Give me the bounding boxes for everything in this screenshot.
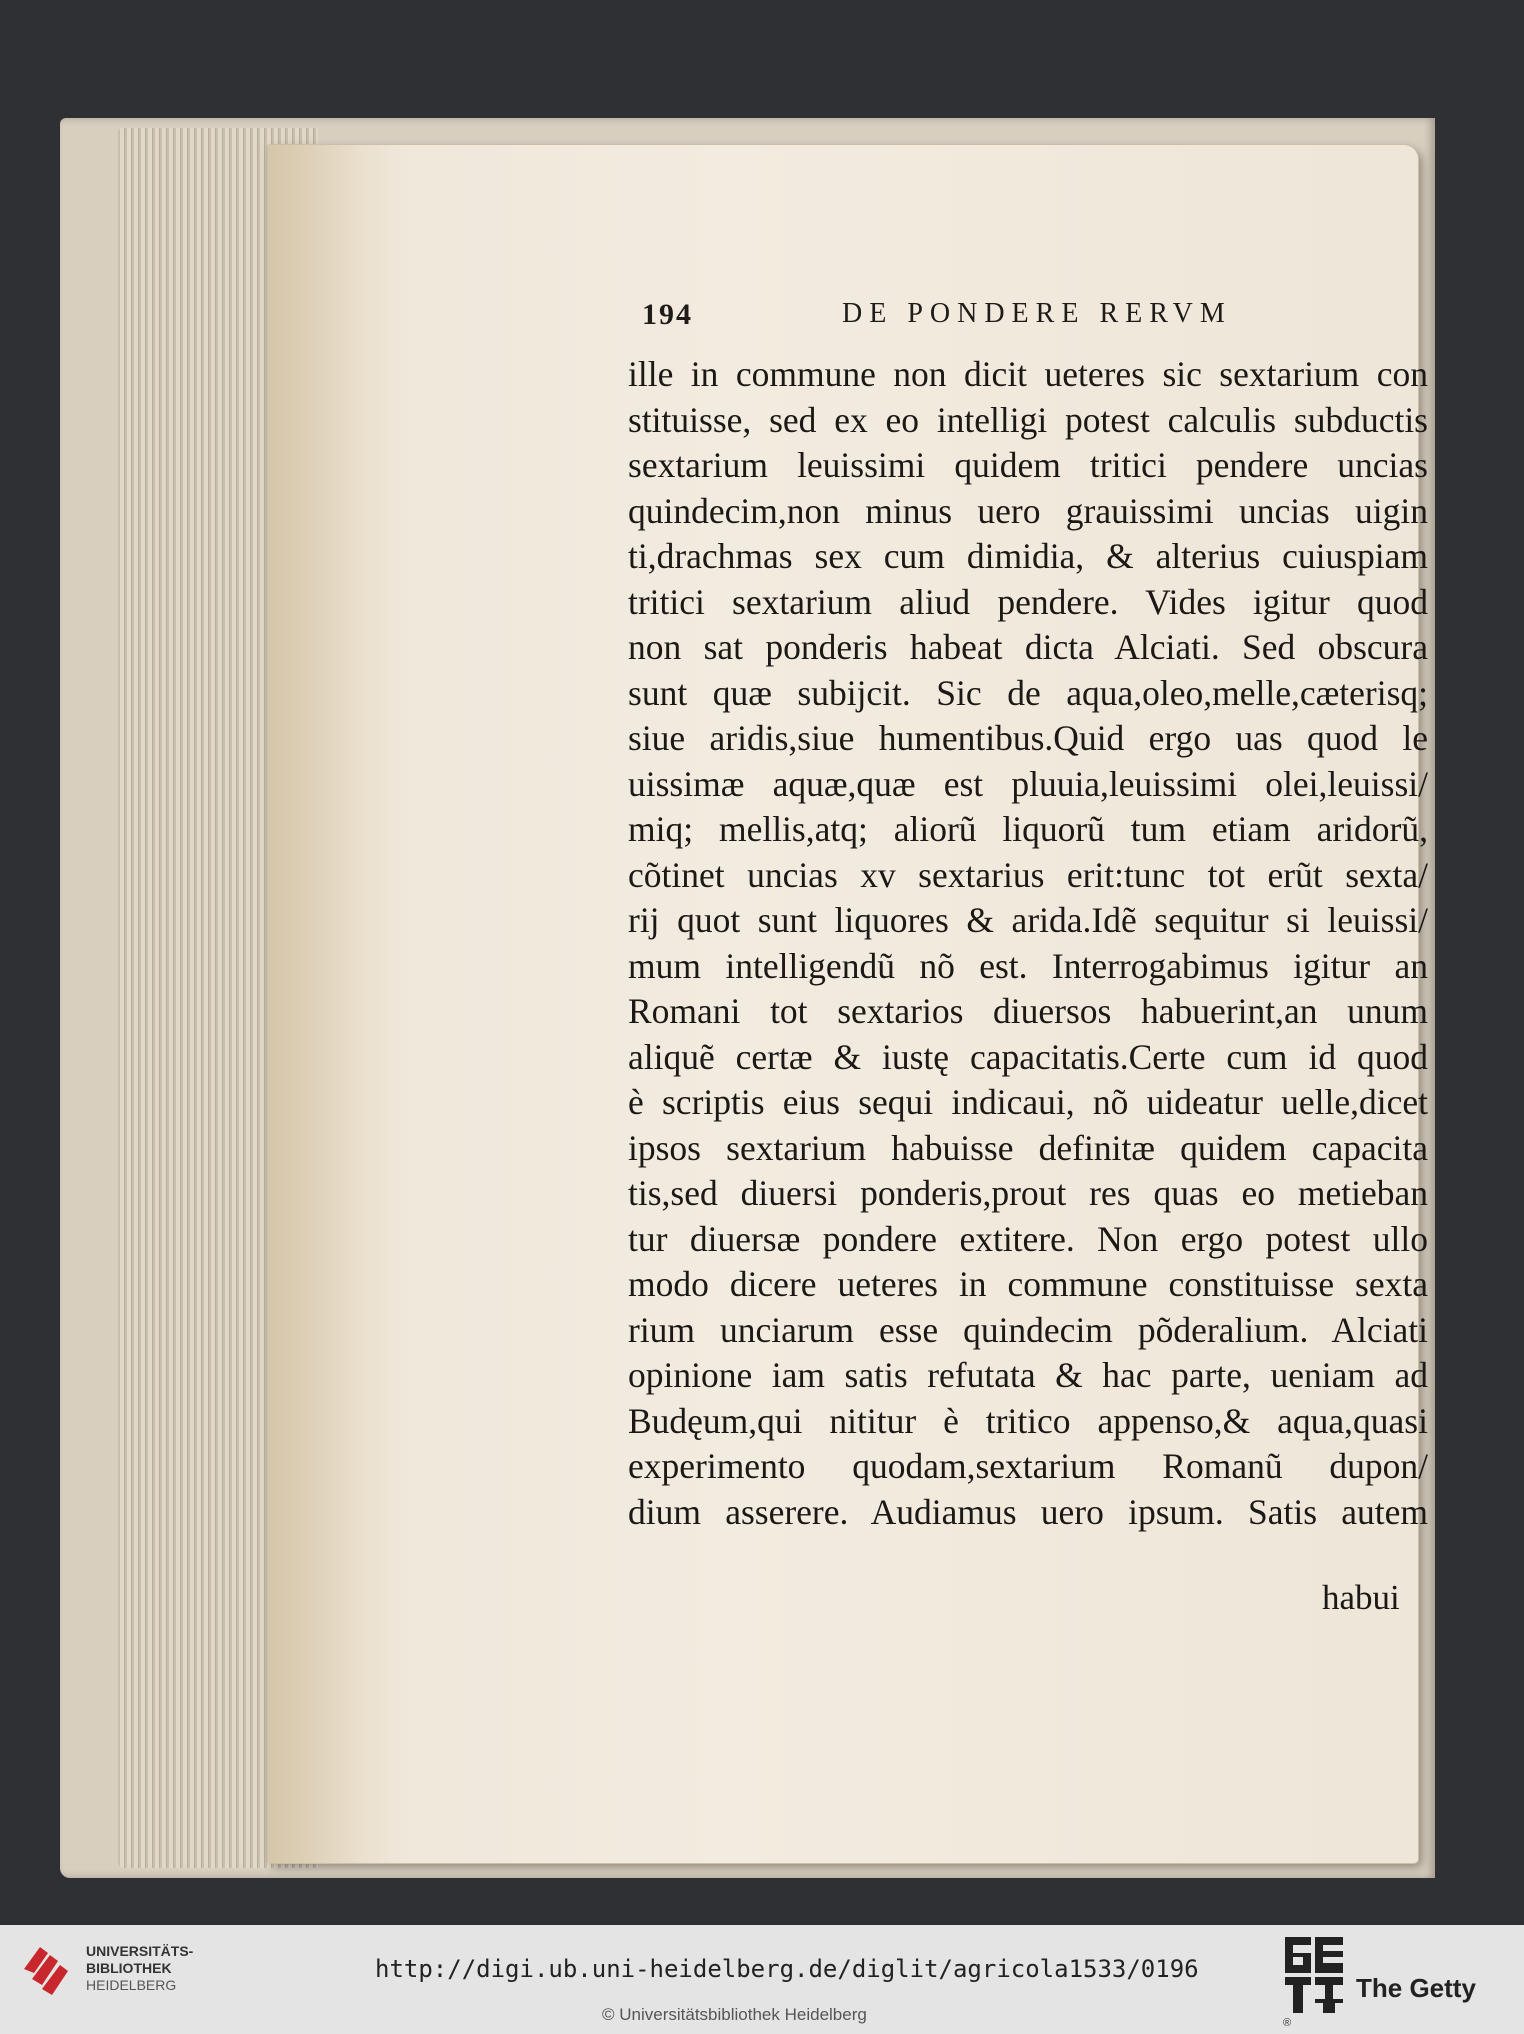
text-line: miq; mellis,atq; aliorũ liquorũ tum etiam aridorũ, [628, 809, 1428, 849]
text-line: è scriptis eius sequi indicaui, nõ uideatur uelle,dicet [628, 1082, 1428, 1122]
text-line: aliquẽ certæ & iustę capacitatis.Certe cum id quod [628, 1036, 1428, 1077]
university-name-line: HEIDELBERG [86, 1977, 177, 1993]
text-line: siue aridis,siue humentibus.Quid ergo uas quod le [628, 718, 1428, 758]
text-block [628, 352, 1428, 1535]
text-line: non sat ponderis habeat dicta Alciati. Sed obscura [628, 627, 1428, 667]
text-line: tritici sextarium aliud pendere. Vides igitur quod [628, 581, 1428, 622]
page-heading: DE PONDERE RERVM [842, 298, 1232, 329]
university-name [86, 1943, 193, 1994]
text-line: experimento quodam,sextarium Romanũ dupon/ [628, 1446, 1428, 1486]
page-number: 194 [642, 298, 693, 331]
text-line: ille in commune non dicit ueteres sic sextarium con [628, 354, 1428, 394]
text-line: rium unciarum esse quindecim põderalium. Alciati [628, 1309, 1428, 1350]
text-line: tur diuersæ pondere extitere. Non ergo potest ullo [628, 1218, 1428, 1259]
getty-logo-icon [1283, 1935, 1345, 2017]
text-line: Budęum,qui nititur è tritico appenso,& aqua,quasi [628, 1400, 1428, 1441]
copyright-notice: © Universitätsbibliothek Heidelberg [602, 2005, 867, 2024]
text-line: opinione iam satis refutata & hac parte, ueniam ad [628, 1355, 1428, 1395]
university-name-line: UNIVERSITÄTS- [86, 1943, 194, 1959]
university-name-line: BIBLIOTHEK [86, 1960, 172, 1976]
text-line: ti,drachmas sex cum dimidia, & alterius cuiuspiam [628, 536, 1428, 576]
running-head [642, 294, 1422, 334]
text-line: rij quot sunt liquores & arida.Idẽ sequitur si leuissi/ [628, 900, 1428, 940]
text-line: modo dicere ueteres in commune constituisse sexta [628, 1264, 1428, 1304]
partner-name: The Getty [1356, 1973, 1476, 2003]
text-line: mum intelligendũ nõ est. Interrogabimus igitur an [628, 945, 1428, 986]
text-line: uissimæ aquæ,quæ est pluuia,leuissimi olei,leuissi/ [628, 763, 1428, 804]
text-line: stituisse, sed ex eo intelligi potest calculis subductis [628, 399, 1428, 440]
text-line: ipsos sextarium habuisse definitæ quidem capacita [628, 1127, 1428, 1168]
text-line: sextarium leuissimi quidem tritici pendere uncias [628, 445, 1428, 485]
permalink-url[interactable]: http://digi.ub.uni-heidelberg.de/diglit/agricola1533/0196 [375, 1955, 1199, 1983]
catchword: habui [1322, 1578, 1400, 1617]
text-line: sunt quæ subijcit. Sic de aqua,oleo,melle,cæterisq; [628, 672, 1428, 713]
registered-mark: ® [1283, 2017, 1292, 2029]
text-line: dium asserere. Audiamus uero ipsum. Satis autem [628, 1491, 1428, 1532]
text-line: Romani tot sextarios diuersos habuerint,an unum [628, 991, 1428, 1031]
university-logo-icon [18, 1939, 78, 1999]
text-line: cõtinet uncias xv sextarius erit:tunc tot erũt sexta/ [628, 854, 1428, 895]
viewer-footer [0, 1925, 1524, 2034]
page-stain [268, 145, 403, 1863]
text-line: quindecim,non minus uero grauissimi uncias uigin [628, 490, 1428, 531]
text-line: tis,sed diuersi ponderis,prout res quas eo metieban [628, 1173, 1428, 1213]
